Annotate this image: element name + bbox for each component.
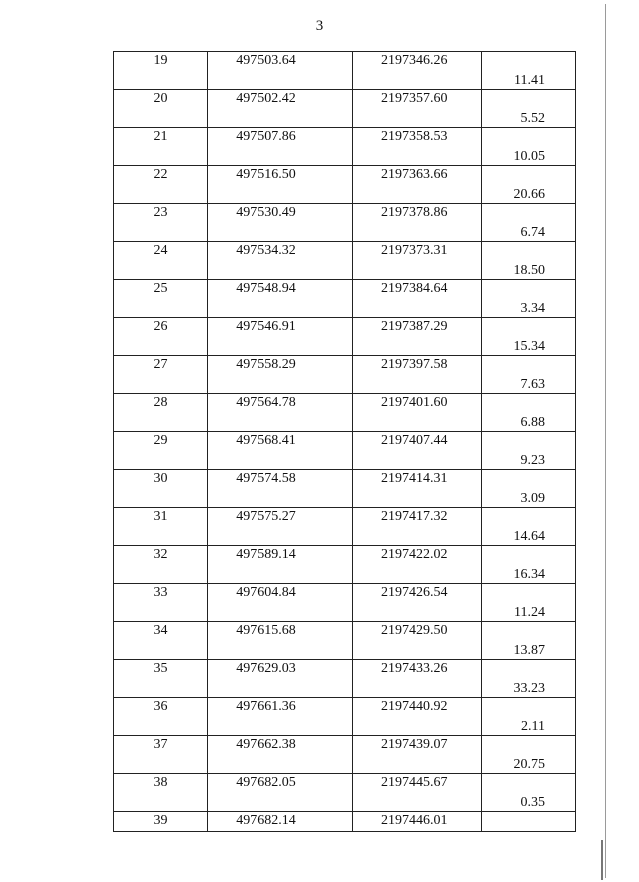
y-coordinate-cell: 2197440.92 xyxy=(353,698,482,717)
point-number-cell: 29 xyxy=(114,432,208,451)
distance-cell: 20.66 xyxy=(482,185,576,204)
x-coordinate-cell xyxy=(208,451,353,470)
table-row-distance xyxy=(114,565,576,584)
distance-cell: 13.87 xyxy=(482,641,576,660)
x-coordinate-cell: 497502.42 xyxy=(208,90,353,109)
distance-cell: 10.05 xyxy=(482,147,576,166)
distance-cell xyxy=(482,318,576,337)
x-coordinate-cell xyxy=(208,679,353,698)
distance-cell xyxy=(482,90,576,109)
y-coordinate-cell xyxy=(353,71,482,90)
point-number-cell: 34 xyxy=(114,622,208,641)
point-number-cell xyxy=(114,603,208,622)
table-row-distance xyxy=(114,337,576,356)
y-coordinate-cell: 2197422.02 xyxy=(353,546,482,565)
y-coordinate-cell: 2197433.26 xyxy=(353,660,482,679)
distance-cell xyxy=(482,508,576,527)
point-number-cell: 33 xyxy=(114,584,208,603)
table-row-point xyxy=(114,128,576,147)
table-row-point xyxy=(114,318,576,337)
x-coordinate-cell xyxy=(208,413,353,432)
y-coordinate-cell xyxy=(353,451,482,470)
distance-cell xyxy=(482,242,576,261)
point-number-cell xyxy=(114,375,208,394)
x-coordinate-cell xyxy=(208,147,353,166)
table-row-point xyxy=(114,166,576,185)
distance-cell: 16.34 xyxy=(482,565,576,584)
point-number-cell xyxy=(114,299,208,318)
distance-cell xyxy=(482,432,576,451)
x-coordinate-cell xyxy=(208,755,353,774)
x-coordinate-cell: 497503.64 xyxy=(208,52,353,71)
table-row-point xyxy=(114,242,576,261)
y-coordinate-cell: 2197414.31 xyxy=(353,470,482,489)
point-number-cell: 31 xyxy=(114,508,208,527)
distance-cell xyxy=(482,546,576,565)
point-number-cell xyxy=(114,261,208,280)
table-row-distance xyxy=(114,527,576,546)
x-coordinate-cell: 497629.03 xyxy=(208,660,353,679)
distance-cell xyxy=(482,698,576,717)
x-coordinate-cell xyxy=(208,337,353,356)
point-number-cell: 19 xyxy=(114,52,208,71)
table-row-point xyxy=(114,508,576,527)
table-row-distance xyxy=(114,185,576,204)
y-coordinate-cell: 2197358.53 xyxy=(353,128,482,147)
distance-cell: 11.41 xyxy=(482,71,576,90)
point-number-cell xyxy=(114,223,208,242)
y-coordinate-cell: 2197426.54 xyxy=(353,584,482,603)
x-coordinate-cell: 497575.27 xyxy=(208,508,353,527)
point-number-cell xyxy=(114,565,208,584)
table-row-distance xyxy=(114,147,576,166)
table-row-distance xyxy=(114,641,576,660)
point-number-cell xyxy=(114,489,208,508)
x-coordinate-cell: 497615.68 xyxy=(208,622,353,641)
x-coordinate-cell: 497564.78 xyxy=(208,394,353,413)
point-number-cell: 23 xyxy=(114,204,208,223)
table-row-point xyxy=(114,470,576,489)
distance-cell xyxy=(482,166,576,185)
point-number-cell: 21 xyxy=(114,128,208,147)
distance-cell: 20.75 xyxy=(482,755,576,774)
table-row-point xyxy=(114,812,576,832)
distance-cell xyxy=(482,584,576,603)
point-number-cell: 35 xyxy=(114,660,208,679)
x-coordinate-cell xyxy=(208,527,353,546)
y-coordinate-cell xyxy=(353,603,482,622)
x-coordinate-cell: 497662.38 xyxy=(208,736,353,755)
table-row-distance xyxy=(114,299,576,318)
table-row-distance xyxy=(114,413,576,432)
y-coordinate-cell xyxy=(353,755,482,774)
y-coordinate-cell: 2197445.67 xyxy=(353,774,482,793)
x-coordinate-cell xyxy=(208,109,353,128)
distance-cell: 7.63 xyxy=(482,375,576,394)
point-number-cell: 24 xyxy=(114,242,208,261)
y-coordinate-cell: 2197357.60 xyxy=(353,90,482,109)
distance-cell xyxy=(482,622,576,641)
table-row-point xyxy=(114,622,576,641)
x-coordinate-cell: 497530.49 xyxy=(208,204,353,223)
x-coordinate-cell: 497568.41 xyxy=(208,432,353,451)
distance-cell: 9.23 xyxy=(482,451,576,470)
table-row-point xyxy=(114,660,576,679)
table-row-point xyxy=(114,204,576,223)
x-coordinate-cell xyxy=(208,299,353,318)
table-row-point xyxy=(114,432,576,451)
table-row-distance xyxy=(114,717,576,736)
y-coordinate-cell xyxy=(353,641,482,660)
x-coordinate-cell xyxy=(208,793,353,812)
table-row-point xyxy=(114,584,576,603)
y-coordinate-cell: 2197378.86 xyxy=(353,204,482,223)
point-number-cell xyxy=(114,755,208,774)
y-coordinate-cell: 2197407.44 xyxy=(353,432,482,451)
x-coordinate-cell: 497507.86 xyxy=(208,128,353,147)
x-coordinate-cell xyxy=(208,489,353,508)
x-coordinate-cell xyxy=(208,185,353,204)
point-number-cell xyxy=(114,717,208,736)
point-number-cell: 25 xyxy=(114,280,208,299)
y-coordinate-cell xyxy=(353,147,482,166)
distance-cell xyxy=(482,394,576,413)
point-number-cell xyxy=(114,337,208,356)
coordinates-table xyxy=(113,51,576,832)
x-coordinate-cell xyxy=(208,223,353,242)
y-coordinate-cell xyxy=(353,223,482,242)
x-coordinate-cell xyxy=(208,261,353,280)
y-coordinate-cell: 2197397.58 xyxy=(353,356,482,375)
distance-cell xyxy=(482,812,576,832)
y-coordinate-cell: 2197387.29 xyxy=(353,318,482,337)
point-number-cell xyxy=(114,71,208,90)
y-coordinate-cell xyxy=(353,299,482,318)
distance-cell xyxy=(482,128,576,147)
distance-cell xyxy=(482,356,576,375)
table-row-point xyxy=(114,394,576,413)
y-coordinate-cell: 2197429.50 xyxy=(353,622,482,641)
distance-cell: 33.23 xyxy=(482,679,576,698)
x-coordinate-cell: 497682.14 xyxy=(208,812,353,832)
point-number-cell: 22 xyxy=(114,166,208,185)
point-number-cell xyxy=(114,679,208,698)
table-row-distance xyxy=(114,793,576,812)
distance-cell: 3.09 xyxy=(482,489,576,508)
scan-edge-line xyxy=(605,4,606,878)
table-row-distance xyxy=(114,755,576,774)
x-coordinate-cell: 497574.58 xyxy=(208,470,353,489)
x-coordinate-cell: 497604.84 xyxy=(208,584,353,603)
y-coordinate-cell xyxy=(353,337,482,356)
point-number-cell: 32 xyxy=(114,546,208,565)
point-number-cell xyxy=(114,527,208,546)
table-row-distance xyxy=(114,223,576,242)
point-number-cell xyxy=(114,185,208,204)
distance-cell: 15.34 xyxy=(482,337,576,356)
table-row-distance xyxy=(114,261,576,280)
point-number-cell: 37 xyxy=(114,736,208,755)
point-number-cell xyxy=(114,147,208,166)
x-coordinate-cell: 497558.29 xyxy=(208,356,353,375)
distance-cell xyxy=(482,280,576,299)
point-number-cell xyxy=(114,451,208,470)
x-coordinate-cell xyxy=(208,71,353,90)
table-row-point xyxy=(114,546,576,565)
table-row-point xyxy=(114,774,576,793)
distance-cell: 5.52 xyxy=(482,109,576,128)
distance-cell: 3.34 xyxy=(482,299,576,318)
y-coordinate-cell xyxy=(353,489,482,508)
point-number-cell: 38 xyxy=(114,774,208,793)
distance-cell: 14.64 xyxy=(482,527,576,546)
distance-cell xyxy=(482,736,576,755)
y-coordinate-cell: 2197363.66 xyxy=(353,166,482,185)
y-coordinate-cell: 2197401.60 xyxy=(353,394,482,413)
table-row-point xyxy=(114,356,576,375)
table-row-distance xyxy=(114,109,576,128)
y-coordinate-cell: 2197384.64 xyxy=(353,280,482,299)
y-coordinate-cell: 2197346.26 xyxy=(353,52,482,71)
distance-cell: 2.11 xyxy=(482,717,576,736)
table-row-point xyxy=(114,736,576,755)
point-number-cell: 28 xyxy=(114,394,208,413)
x-coordinate-cell xyxy=(208,375,353,394)
x-coordinate-cell: 497546.91 xyxy=(208,318,353,337)
table-row-distance xyxy=(114,375,576,394)
y-coordinate-cell xyxy=(353,261,482,280)
point-number-cell: 36 xyxy=(114,698,208,717)
point-number-cell: 30 xyxy=(114,470,208,489)
distance-cell xyxy=(482,52,576,71)
distance-cell xyxy=(482,470,576,489)
x-coordinate-cell: 497516.50 xyxy=(208,166,353,185)
y-coordinate-cell xyxy=(353,793,482,812)
y-coordinate-cell xyxy=(353,109,482,128)
x-coordinate-cell: 497534.32 xyxy=(208,242,353,261)
x-coordinate-cell xyxy=(208,565,353,584)
point-number-cell: 39 xyxy=(114,812,208,832)
table-row-distance xyxy=(114,489,576,508)
distance-cell xyxy=(482,660,576,679)
y-coordinate-cell: 2197417.32 xyxy=(353,508,482,527)
coordinates-table-body xyxy=(114,52,576,832)
y-coordinate-cell xyxy=(353,679,482,698)
y-coordinate-cell xyxy=(353,717,482,736)
y-coordinate-cell xyxy=(353,413,482,432)
point-number-cell: 27 xyxy=(114,356,208,375)
distance-cell: 0.35 xyxy=(482,793,576,812)
x-coordinate-cell: 497682.05 xyxy=(208,774,353,793)
y-coordinate-cell: 2197439.07 xyxy=(353,736,482,755)
table-row-distance xyxy=(114,603,576,622)
y-coordinate-cell xyxy=(353,565,482,584)
y-coordinate-cell: 2197373.31 xyxy=(353,242,482,261)
table-row-point xyxy=(114,90,576,109)
scan-edge-mark xyxy=(601,840,603,880)
y-coordinate-cell xyxy=(353,527,482,546)
table-row-point xyxy=(114,698,576,717)
table-row-distance xyxy=(114,71,576,90)
point-number-cell xyxy=(114,413,208,432)
x-coordinate-cell xyxy=(208,717,353,736)
y-coordinate-cell: 2197446.01 xyxy=(353,812,482,832)
y-coordinate-cell xyxy=(353,185,482,204)
page-number: 3 xyxy=(315,18,324,34)
distance-cell: 18.50 xyxy=(482,261,576,280)
point-number-cell: 20 xyxy=(114,90,208,109)
x-coordinate-cell: 497661.36 xyxy=(208,698,353,717)
table-row-distance xyxy=(114,679,576,698)
table-row-distance xyxy=(114,451,576,470)
x-coordinate-cell xyxy=(208,603,353,622)
y-coordinate-cell xyxy=(353,375,482,394)
distance-cell xyxy=(482,204,576,223)
distance-cell: 6.88 xyxy=(482,413,576,432)
point-number-cell xyxy=(114,793,208,812)
point-number-cell xyxy=(114,641,208,660)
point-number-cell xyxy=(114,109,208,128)
x-coordinate-cell: 497548.94 xyxy=(208,280,353,299)
x-coordinate-cell: 497589.14 xyxy=(208,546,353,565)
table-row-point xyxy=(114,280,576,299)
distance-cell: 6.74 xyxy=(482,223,576,242)
table-row-point xyxy=(114,52,576,71)
distance-cell xyxy=(482,774,576,793)
x-coordinate-cell xyxy=(208,641,353,660)
distance-cell: 11.24 xyxy=(482,603,576,622)
point-number-cell: 26 xyxy=(114,318,208,337)
